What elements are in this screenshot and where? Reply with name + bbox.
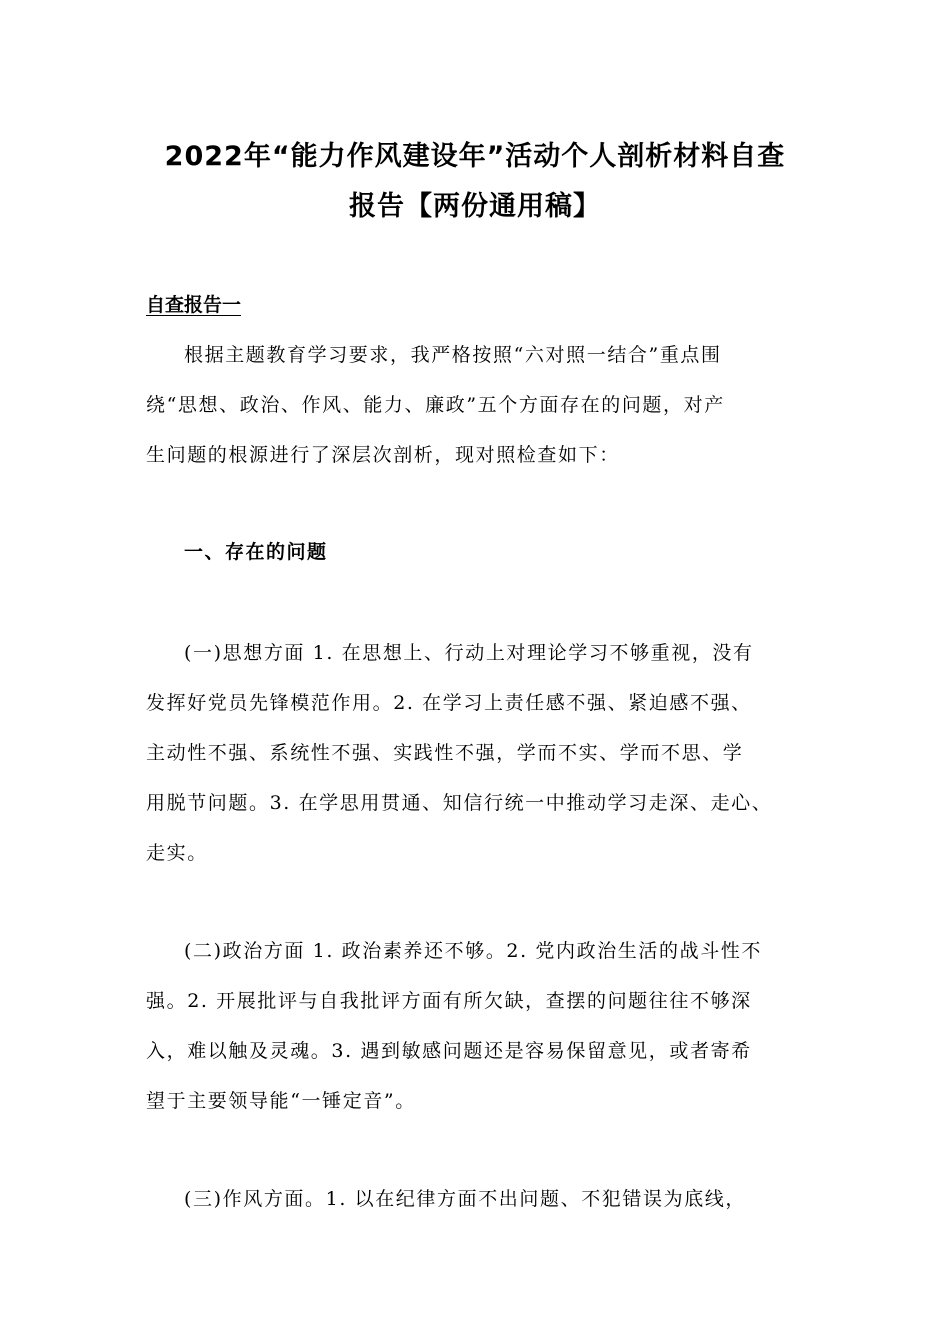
paragraph-line-politics: 强。2. 开展批评与自我批评方面有所欠缺，查摆的问题往往不够深 bbox=[146, 990, 752, 1012]
heading-existing-problems: 一、存在的问题 bbox=[184, 541, 328, 563]
paragraph-line-thought: 发挥好党员先锋模范作用。2. 在学习上责任感不强、紧迫感不强、 bbox=[146, 692, 752, 714]
paragraph-line-thought: 主动性不强、系统性不强、实践性不强，学而不实、学而不思、学 bbox=[146, 742, 744, 764]
intro-line: 根据主题教育学习要求，我严格按照“六对照一结合”重点围 bbox=[184, 344, 722, 366]
document-title-line-1: 2022年“能力作风建设年”活动个人剖析材料自查 bbox=[164, 141, 786, 172]
paragraph-line-politics: 望于主要领导能“一锤定音”。 bbox=[146, 1090, 416, 1112]
intro-line: 绕“思想、政治、作风、能力、廉政”五个方面存在的问题，对产 bbox=[146, 394, 725, 416]
section-label-report-one: 自查报告一 bbox=[146, 294, 242, 316]
document-title-line-2: 报告【两份通用稿】 bbox=[349, 191, 601, 222]
intro-line: 生问题的根源进行了深层次剖析，现对照检查如下： bbox=[146, 444, 620, 466]
paragraph-line-thought: (一)思想方面 1. 在思想上、行动上对理论学习不够重视，没有 bbox=[184, 642, 754, 664]
paragraph-line-politics: 入，难以触及灵魂。3. 遇到敏感问题还是容易保留意见，或者寄希 bbox=[146, 1040, 752, 1062]
paragraph-line-thought: 走实。 bbox=[146, 842, 208, 864]
paragraph-line-thought: 用脱节问题。3. 在学思用贯通、知信行统一中推动学习走深、走心、 bbox=[146, 792, 773, 814]
paragraph-line-style: (三)作风方面。1. 以在纪律方面不出问题、不犯错误为底线， bbox=[184, 1188, 746, 1210]
paragraph-line-politics: (二)政治方面 1. 政治素养还不够。2. 党内政治生活的战斗性不 bbox=[184, 940, 763, 962]
